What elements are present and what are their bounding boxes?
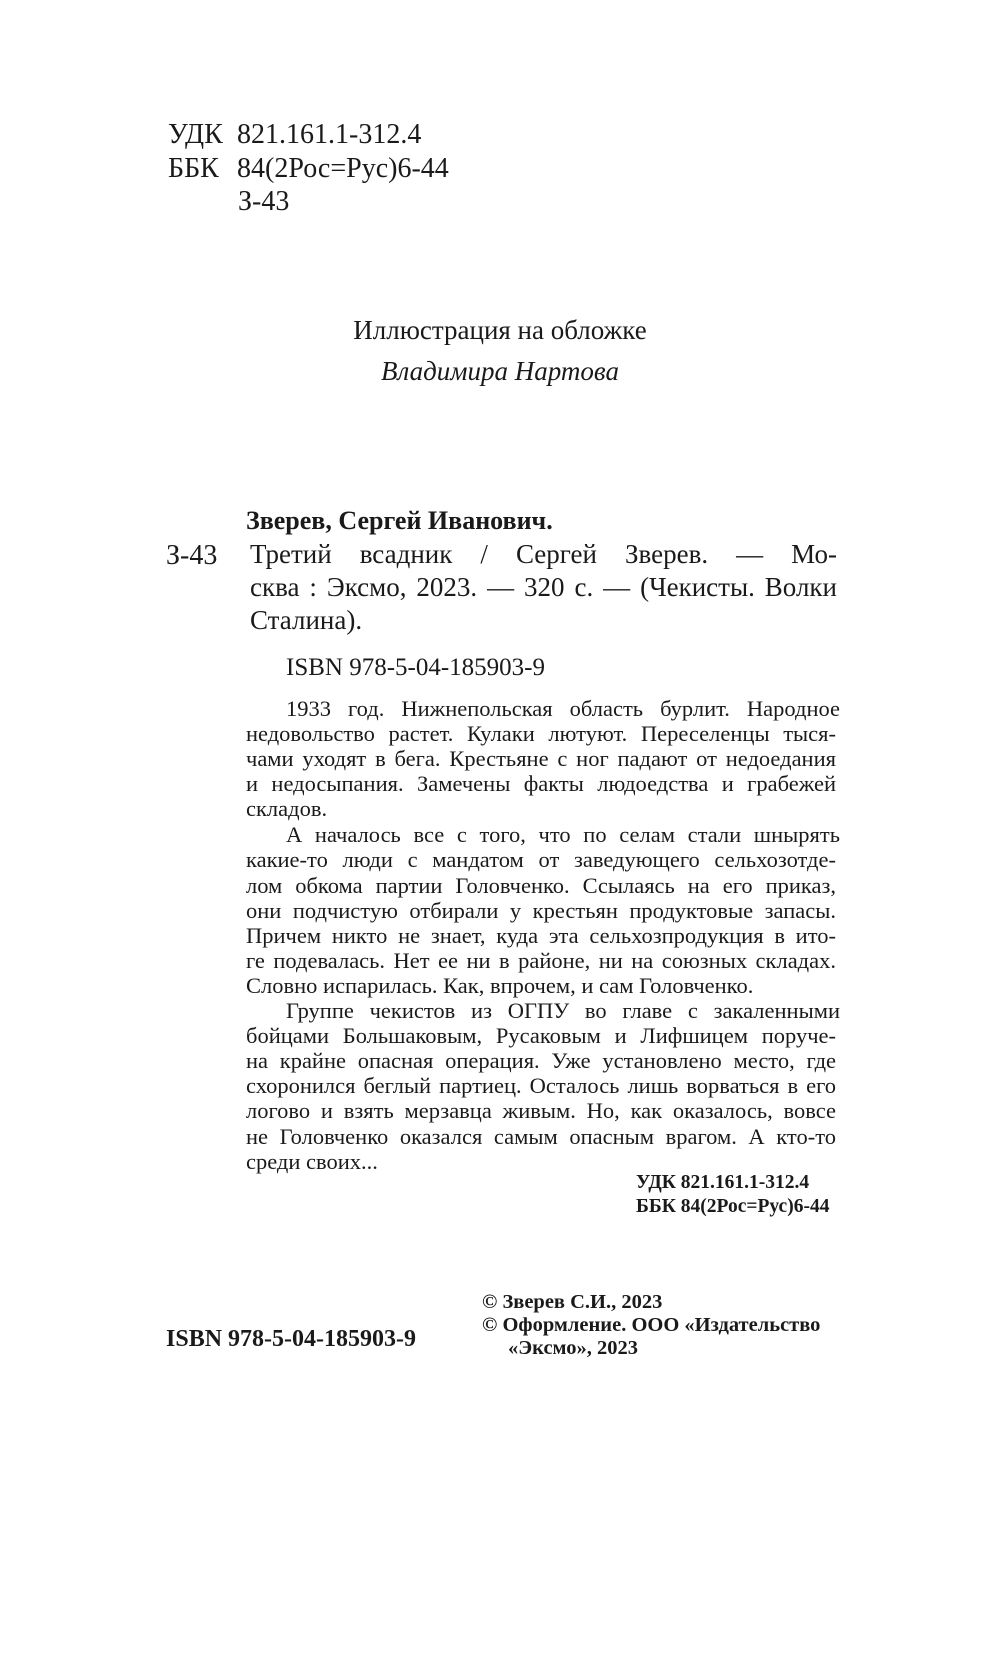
- annotation-line: бойцами Большаковым, Русаковым и Лифшицем поруче-: [246, 1023, 836, 1048]
- annotation-line: складов.: [246, 796, 328, 821]
- bbk-line: [168, 152, 449, 186]
- bbk-value: 84(2Рос=Рус)6-44: [237, 153, 449, 184]
- isbn-bottom: ISBN 978-5-04-185903-9: [166, 1326, 416, 1352]
- annotation-line: не Головченко оказался самым опасным врагом. А кто-то: [246, 1124, 836, 1149]
- bbk-label: ББК: [168, 153, 219, 184]
- annotation-line: схоронился беглый партиец. Осталось лишь ворваться в его: [246, 1073, 836, 1098]
- annotation-line: А началось все с того, что по селам стали шнырять: [286, 822, 840, 847]
- annotation-line: и недосыпания. Замечены факты людоедства и грабежей: [246, 771, 836, 796]
- annotation-line: Группе чекистов из ОГПУ во главе с закаленными: [286, 998, 840, 1023]
- record-line: Третий всадник / Сергей Зверев. — Мо-: [250, 539, 837, 569]
- annotation-line: лом обкома партии Головченко. Ссылаясь на его приказ,: [246, 873, 836, 898]
- udk-label: УДК: [168, 119, 223, 150]
- illustration-caption: Иллюстрация на обложке: [353, 315, 647, 345]
- illustration-artist: Владимира Нартова: [381, 356, 619, 386]
- annotation-line: Словно испарилась. Как, впрочем, и сам Головченко.: [246, 973, 754, 998]
- author-mark: З-43: [238, 186, 290, 217]
- copyright-author: © Зверев С.И., 2023: [482, 1291, 663, 1313]
- record-author: Зверев, Сергей Иванович.: [246, 506, 553, 535]
- copyright-design: © Оформление. ООО «Издательство: [482, 1314, 821, 1336]
- udk-line: [168, 118, 421, 152]
- record-line: сква : Эксмо, 2023. — 320 с. — (Чекисты. Волки: [250, 572, 837, 602]
- udk-value: 821.161.1-312.4: [237, 119, 422, 150]
- record-code: З-43: [166, 540, 218, 571]
- annotation-line: какие-то люди с мандатом от заведующего сельхозотде-: [246, 847, 836, 872]
- annotation-line: Причем никто не знает, куда эта сельхозпродукция в ито-: [246, 923, 836, 948]
- record-line: Сталина).: [250, 605, 363, 635]
- annotation-line: логово и взять мерзавца живым. Но, как оказалось, вовсе: [246, 1098, 836, 1123]
- copyright-design-cont: «Эксмо», 2023: [508, 1337, 638, 1359]
- annotation-line: на крайне опасная операция. Уже установлено место, где: [246, 1048, 836, 1073]
- annotation-line: они подчистую отбирали у крестьян продуктовые запасы.: [246, 898, 836, 923]
- annotation-line: ге подевалась. Нет ее ни в районе, ни на союзных складах.: [246, 948, 836, 973]
- record-isbn: ISBN 978-5-04-185903-9: [286, 654, 546, 681]
- annotation-line: 1933 год. Нижнепольская область бурлит. Народное: [286, 696, 840, 721]
- codes-bbk: ББК 84(2Рос=Рус)6-44: [636, 1196, 830, 1217]
- annotation-line: недовольство растет. Кулаки лютуют. Переселенцы тыся-: [246, 721, 836, 746]
- annotation-line: среди своих...: [246, 1149, 378, 1174]
- codes-udk: УДК 821.161.1-312.4: [636, 1172, 810, 1193]
- annotation-line: чами уходят в бега. Крестьяне с ног падают от недоедания: [246, 746, 836, 771]
